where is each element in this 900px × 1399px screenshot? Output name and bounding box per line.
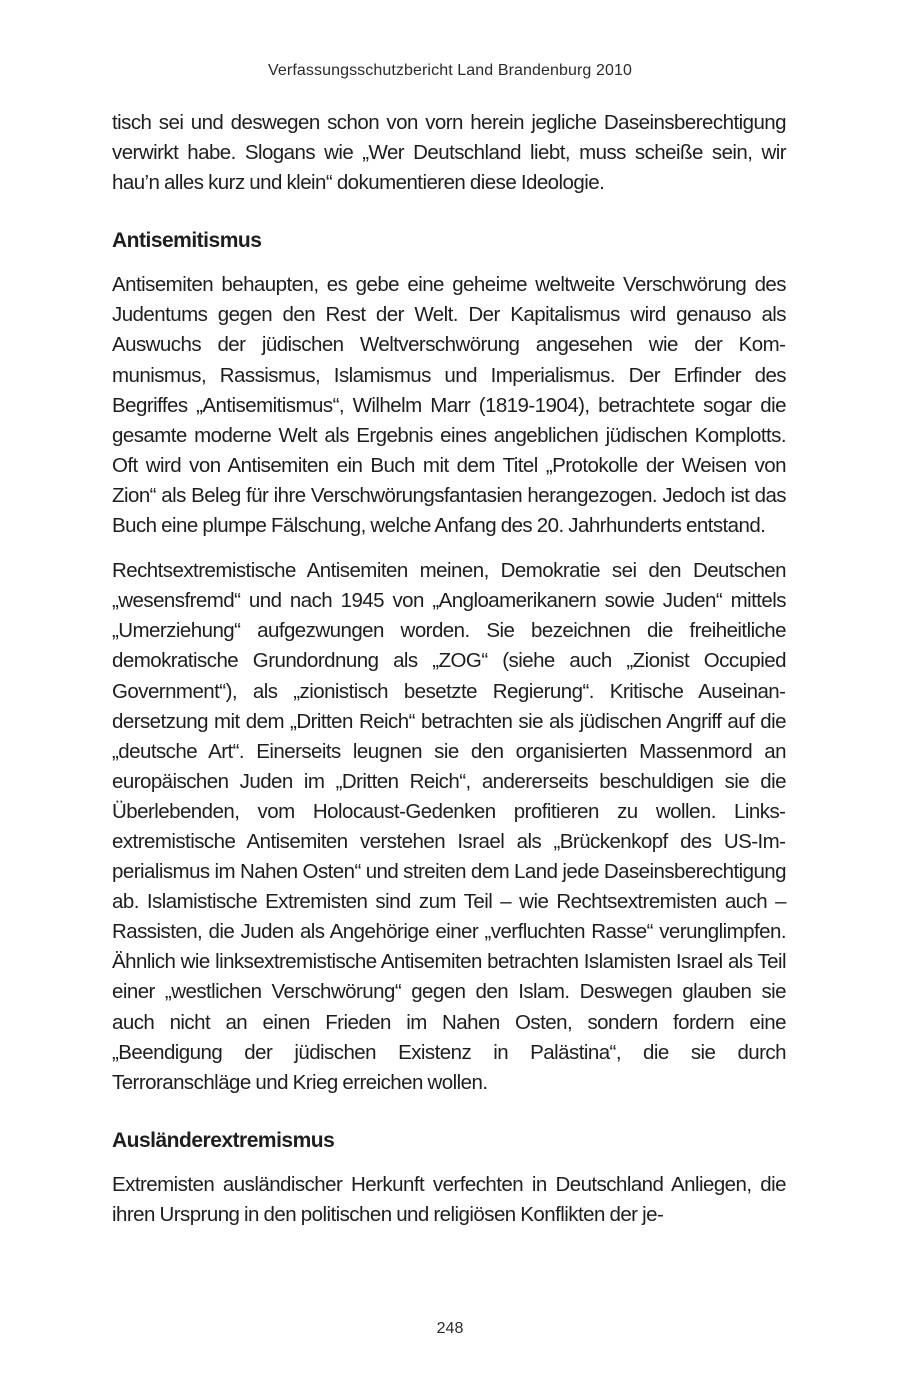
page-number: 248 [436,1320,464,1337]
page-body [112,108,786,1230]
paragraph-intro: tisch sei und deswegen schon von vorn herein jegliche Daseinsberechtigung verwirkt habe. Slogans wie „Wer Deutschland liebt, muss scheiße sein, wir hau’n alles kurz und klein“ dokumentieren diese Ideologie. [112,111,786,195]
paragraph-antisemitismus-2: Rechtsextremistische Antisemiten meinen, Demokratie sei den Deutschen „wesensfremd“ und nach 1945 von „Angloamerikanern sowie Juden“ mittels „Umerziehung“ aufgezwungen worden. Sie bezeichnen die freiheitliche demokratische Grundordnung als „ZOG“ (siehe auch „Zionist Occupied Government“), als „zionistisch besetzte Regierung“. Kritische Auseinandersetzung mit dem „Dritten Reich“ betrachten sie als jüdischen Angriff auf die „deutsche Art“. Einerseits leugnen sie den organisierten Massenmord an europäischen Juden im „Dritten Reich“, andererseits beschuldigen sie die Überlebenden, vom Holocaust-Gedenken profitieren zu wollen. Linksextremistische Antisemiten verstehen Israel als „Brückenkopf des US-Imperialismus im Nahen Osten“ und streiten dem Land jede Daseinsberechtigung ab. Islamistische Extremisten sind zum Teil – wie Rechtsextremisten auch – Rassisten, die Juden als Angehörige einer „verfluchten Rasse“ verunglimpfen. Ähnlich wie linksextremistische Antisemiten betrachten Islamisten Israel als Teil einer „westlichen Verschwörung“ gegen den Islam. Deswegen glauben sie auch nicht an einen Frieden im Nahen Osten, sondern fordern eine „Beendigung der jüdischen Existenz in Palästina“, die sie durch Terroranschläge und Krieg erreichen wollen. [112,559,786,1094]
section-heading-antisemitismus: Antisemitismus [112,229,262,253]
paragraph-antisemitismus-1: Antisemiten behaupten, es gebe eine geheime weltweite Verschwörung des Judentums gegen den Rest der Welt. Der Kapitalismus wird genauso als Auswuchs der jüdischen Weltverschwörung angesehen wie der Kommunismus, Rassismus, Islamismus und Imperialismus. Der Erfinder des Begriffes „Antisemitismus“, Wilhelm Marr (1819-1904), betrachtete sogar die gesamte moderne Welt als Ergebnis eines angeblichen jüdischen Komplotts. Oft wird von Antisemiten ein Buch mit dem Titel „Protokolle der Weisen von Zion“ als Beleg für ihre Verschwörungsfantasien herangezogen. Jedoch ist das Buch eine plumpe Fälschung, welche Anfang des 20. Jahrhunderts entstand. [112,273,786,538]
running-header: Verfassungsschutzbericht Land Brandenburg 2010 [268,62,632,79]
paragraph-auslaenderextremismus: Extremisten ausländischer Herkunft verfechten in Deutschland Anliegen, die ihren Ursprung in den politischen und religiösen Konflikten der je- [112,1172,786,1226]
section-heading-auslaenderextremismus: Ausländerextremismus [112,1128,335,1152]
